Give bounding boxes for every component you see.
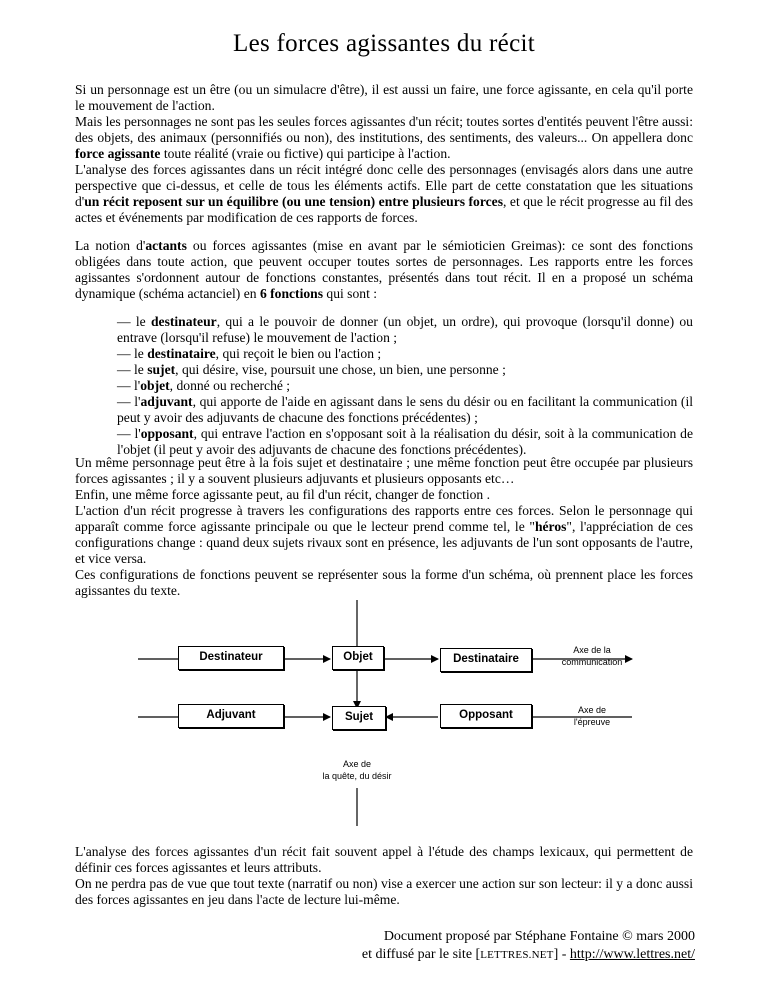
text: On ne perdra pas de vue que tout texte (narratif ou non) vise a exercer une action sur son lecteur: il y a donc aussi des forces agissantes en jeu dans l'acte de lecture lui-même.	[75, 876, 693, 907]
site-link[interactable]: http://www.lettres.net/	[569, 947, 695, 962]
sujet-box: Sujet	[332, 706, 386, 730]
list-item	[117, 394, 693, 426]
text: , qui désire, vise, poursuit une chose, un bien, une personne ;	[175, 362, 506, 377]
text: — le	[117, 362, 148, 377]
text: communication	[561, 657, 623, 667]
text: , qui a le pouvoir de donner (un objet, un ordre), qui provoque (lorsqu'il donne) ou entrave (lorsqu'il refuse) le mouvement de l'action ;	[117, 314, 693, 345]
text: Si un personnage est un être (ou un simulacre d'être), il est aussi un faire, une force agissante, en cela qu'il porte le mouvement de l'action.	[75, 82, 693, 113]
text: Mais les personnages ne sont pas les seules forces agissantes d'un récit; toutes sortes d'entités peuvent l'être aussi: des objets, des animaux (personnifiés ou non), des institutions, des sentiments, des valeurs... On appellera donc	[75, 114, 693, 145]
list-item	[117, 378, 693, 394]
text: , et que le récit progresse au fil des actes et événements par modification de ces rapports de forces.	[75, 194, 693, 225]
communication-axis-label	[552, 644, 632, 668]
text: L'analyse des forces agissantes d'un récit fait souvent appel à l'étude des champs lexicaux, qui permettent de définir ces forces agissantes et leurs attributs.	[75, 844, 693, 875]
adjuvant-box: Adjuvant	[178, 704, 284, 728]
text: toute réalité (vraie ou fictive) qui participe à l'action.	[160, 146, 451, 161]
objet-box: Objet	[332, 646, 384, 670]
text: L'analyse des forces agissantes dans un récit intégré donc celle des personnages (envisagés alors dans une autre perspective que ci-dessus, et celle de tous les éléments actifs. Elle part de cette constatation que les situations d'	[75, 162, 693, 209]
text: , qui apporte de l'aide en agissant dans le sens du désir ou en facilitant la communication (il peut y avoir des adjuvants de chacune des fonctions précédentes) ;	[117, 394, 694, 425]
functions-list	[117, 314, 693, 458]
text: Axe de	[342, 759, 372, 769]
text: Un même personnage peut être à la fois sujet et destinataire ; une même fonction peut être occupée par plusieurs forces agissantes ; il y a souvent plusieurs adjuvants et plusieurs opposants etc…	[75, 455, 693, 486]
bold-term: un récit reposent sur un équilibre (ou une tension) entre plusieurs forces	[84, 194, 503, 209]
text: , qui reçoit le bien ou l'action ;	[215, 346, 382, 361]
text: et diffusé par le site [	[361, 947, 481, 962]
bold-term: force agissante	[75, 146, 161, 161]
quest-axis-label	[297, 758, 417, 782]
text: L'action d'un récit progresse à travers les configurations des rapports entre ces forces. Selon le personnage qui apparaît comme force agissante principale ou que le lecteur prend comme tel, le "	[75, 503, 693, 534]
bold-term: héros	[534, 519, 567, 534]
text: Enfin, une même force agissante peut, au fil d'un récit, changer de fonction .	[75, 487, 491, 502]
bold-term: 6 fonctions	[259, 286, 324, 301]
list-item	[117, 314, 693, 346]
text: qui sont :	[323, 286, 378, 301]
text: , qui entrave l'action en s'opposant soit à la réalisation du désir, soit à la communication de l'objet (il peut y avoir des adjuvants de chacune des fonctions précédentes).	[117, 426, 694, 457]
text: — l'	[117, 378, 141, 393]
text: Ces configurations de fonctions peuvent se représenter sous la forme d'un schéma, où prennent place les forces agissantes du texte.	[75, 567, 693, 598]
text: — l'	[117, 394, 141, 409]
bold-term: destinateur	[150, 314, 217, 329]
closing-paragraph	[75, 844, 693, 908]
opposant-box: Opposant	[440, 704, 532, 728]
bold-term: opposant	[140, 426, 194, 441]
text: Axe de la	[573, 645, 611, 655]
text: ", l'appréciation de ces configurations change : quand deux sujets rivaux sont en présence, les adjuvants de l'un sont opposants de l'autre, et vice versa.	[75, 519, 693, 566]
actants-paragraph	[75, 238, 693, 302]
bold-term: objet	[140, 378, 170, 393]
bold-term: destinataire	[147, 346, 216, 361]
text: — l'	[117, 426, 141, 441]
text: ou forces agissantes (mise en avant par le sémioticien Greimas): ce sont des fonctions obligées dans toute action, que peuvent occuper toutes sortes de personnages. Les rapports entre les forces agissantes s'ordonnent autour de fonctions constantes, présentés dans tout récit. Il en a proposé un schéma dynamique (schéma actanciel) en	[75, 238, 693, 301]
list-item	[117, 346, 693, 362]
list-item	[117, 426, 693, 458]
text: la quête, du désir	[322, 771, 392, 781]
bold-term: adjuvant	[140, 394, 193, 409]
text: — le	[117, 314, 151, 329]
actantial-diagram	[120, 598, 650, 830]
intro-paragraph	[75, 82, 693, 226]
footer	[300, 928, 695, 964]
text: — le	[117, 346, 148, 361]
list-item	[117, 362, 693, 378]
text: l'épreuve	[573, 717, 611, 727]
configurations-paragraph	[75, 455, 693, 599]
bold-term: actants	[145, 238, 187, 253]
destinateur-box: Destinateur	[178, 646, 284, 670]
text: Axe de	[577, 705, 607, 715]
text: La notion d'	[75, 238, 146, 253]
page-title: Les forces agissantes du récit	[233, 30, 535, 57]
text: ] -	[553, 947, 570, 962]
footer-credit: Document proposé par Stéphane Fontaine © mars 2000	[383, 929, 695, 944]
proof-axis-label	[552, 704, 632, 728]
footer-site	[300, 946, 695, 964]
destinataire-box: Destinataire	[440, 648, 532, 672]
text: , donné ou recherché ;	[169, 378, 291, 393]
bold-term: sujet	[147, 362, 176, 377]
site-name: LETTRES.NET	[480, 949, 554, 961]
